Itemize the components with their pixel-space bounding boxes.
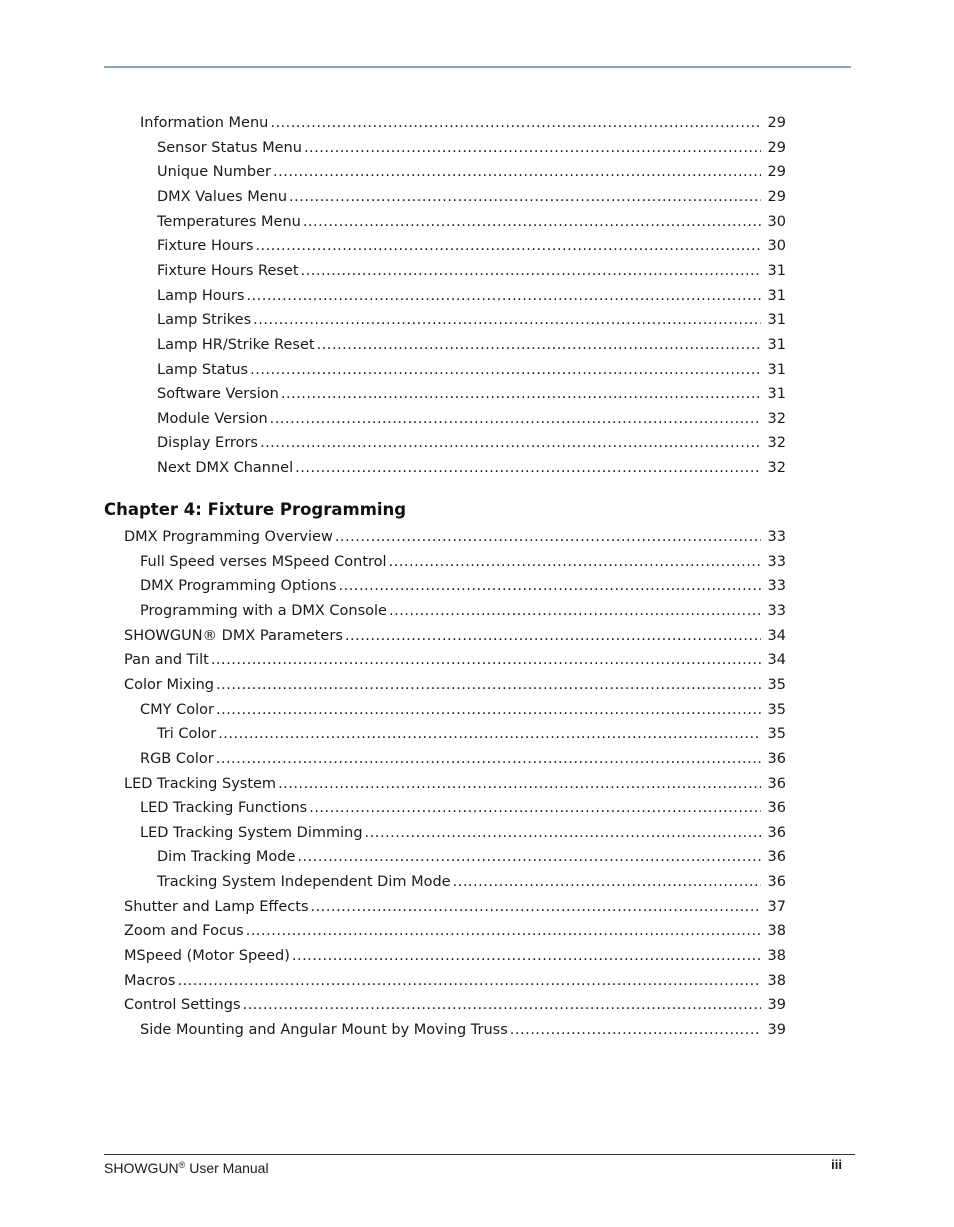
toc-entry-title: Dim Tracking Mode: [157, 849, 296, 866]
toc-entry-page: 31: [767, 262, 786, 279]
toc-entry[interactable]: [157, 212, 786, 232]
toc-entry-title: Tri Color: [157, 726, 217, 743]
toc-dot-leader: [389, 601, 761, 621]
toc-entry-title: LED Tracking System: [124, 775, 277, 792]
toc-entry-title: SHOWGUN® DMX Parameters: [124, 627, 343, 644]
toc-dot-leader: [304, 138, 761, 158]
registered-mark: ®: [178, 1160, 186, 1170]
toc-entry-title: Programming with a DMX Console: [140, 602, 387, 619]
toc-entry-page: 35: [767, 676, 786, 693]
toc-entry-title: Side Mounting and Angular Mount by Moving Truss: [140, 1022, 508, 1038]
toc-entry[interactable]: [157, 286, 786, 306]
toc-entry-page: 32: [767, 460, 786, 477]
toc-entry-title: DMX Programming Options: [140, 578, 337, 595]
toc-entry-title: Lamp Status: [157, 361, 249, 378]
toc-entry-page: 31: [767, 312, 786, 329]
toc-dot-leader: [278, 774, 761, 794]
toc-dot-leader: [303, 212, 761, 232]
toc-entry-title: Information Menu: [140, 115, 269, 131]
toc-entry[interactable]: [124, 774, 786, 794]
toc-entry-page: 30: [767, 213, 786, 230]
toc-dot-leader: [339, 576, 761, 596]
toc-entry-title: DMX Programming Overview: [124, 529, 333, 545]
toc-entry-page: 36: [767, 824, 786, 841]
toc-entry-page: 35: [767, 701, 786, 718]
toc-dot-leader: [216, 749, 761, 769]
toc-entry-title: Macros: [124, 972, 176, 989]
toc-entry[interactable]: [157, 433, 786, 453]
chapter-heading: Chapter 4: Fixture Programming: [104, 500, 407, 519]
toc-entry-title: Temperatures Menu: [157, 213, 301, 230]
toc-dot-leader: [453, 872, 761, 892]
header-rule: [104, 66, 851, 68]
toc-entry[interactable]: [157, 310, 786, 330]
toc-entry-title: Fixture Hours Reset: [157, 262, 299, 279]
toc-dot-leader: [297, 847, 761, 867]
footer-manual-suffix: User Manual: [185, 1160, 269, 1176]
toc-entry-title: Color Mixing: [124, 676, 215, 693]
toc-entry-page: 36: [767, 800, 786, 817]
toc-entry-page: 39: [767, 997, 786, 1014]
toc-dot-leader: [510, 1020, 761, 1040]
toc-entry-page: 31: [767, 361, 786, 378]
toc-entry-page: 36: [767, 775, 786, 792]
footer-product-name: SHOWGUN: [104, 1160, 179, 1176]
toc-dot-leader: [211, 650, 761, 670]
toc-entry-page: 33: [767, 553, 786, 570]
toc-entry[interactable]: [157, 335, 786, 355]
toc-dot-leader: [177, 971, 761, 991]
toc-entry-page: 31: [767, 336, 786, 353]
toc-entry-page: 36: [767, 849, 786, 866]
toc-entry[interactable]: [157, 360, 786, 380]
toc-dot-leader: [216, 700, 761, 720]
toc-dot-leader: [311, 897, 761, 917]
toc-entry-page: 38: [767, 948, 786, 965]
toc-dot-leader: [292, 946, 761, 966]
toc-dot-leader: [243, 995, 762, 1015]
toc-entry-page: 38: [767, 923, 786, 940]
toc-entry[interactable]: [157, 261, 786, 281]
toc-entry[interactable]: [124, 527, 786, 547]
toc-entry-title: Software Version: [157, 386, 279, 403]
toc-dot-leader: [246, 286, 761, 306]
footer-manual-title: [104, 1156, 269, 1177]
toc-entry-page: 36: [767, 750, 786, 767]
toc-dot-leader: [365, 823, 761, 843]
toc-entry[interactable]: [140, 552, 786, 572]
toc-entry[interactable]: [124, 921, 786, 941]
toc-entry-page: 37: [767, 898, 786, 915]
toc-dot-leader: [301, 261, 761, 281]
toc-dot-leader: [253, 310, 761, 330]
toc-entry-page: 31: [767, 386, 786, 403]
toc-entry-page: 39: [767, 1022, 786, 1038]
toc-entry-title: Display Errors: [157, 435, 258, 452]
toc-entry-title: Lamp Strikes: [157, 312, 252, 329]
toc-entry-title: Full Speed verses MSpeed Control: [140, 553, 387, 570]
toc-entry[interactable]: [157, 724, 786, 744]
toc-entry[interactable]: [157, 384, 786, 404]
toc-entry-title: Zoom and Focus: [124, 923, 244, 940]
toc-entry[interactable]: [124, 995, 786, 1015]
toc-entry-page: 32: [767, 410, 786, 427]
toc-dot-leader: [289, 187, 761, 207]
toc-entry-page: 29: [767, 115, 786, 131]
toc-dot-leader: [260, 433, 761, 453]
toc-entry-title: DMX Values Menu: [157, 188, 288, 205]
toc-entry[interactable]: [140, 823, 786, 843]
toc-entry-title: Lamp HR/Strike Reset: [157, 336, 315, 353]
toc-entry-page: 33: [767, 578, 786, 595]
toc-entry[interactable]: [124, 626, 786, 646]
toc-entry-page: 34: [767, 652, 786, 669]
toc-entry-title: Tracking System Independent Dim Mode: [157, 874, 451, 891]
toc-dot-leader: [309, 798, 761, 818]
toc-entry-page: 38: [767, 972, 786, 989]
toc-entry[interactable]: [140, 1020, 786, 1040]
toc-entry[interactable]: [140, 113, 786, 133]
toc-dot-leader: [270, 409, 761, 429]
toc-entry-page: 36: [767, 874, 786, 891]
toc-entry[interactable]: [124, 946, 786, 966]
toc-entry-title: Shutter and Lamp Effects: [124, 898, 309, 915]
toc-entry[interactable]: [140, 749, 786, 769]
toc-entry-page: 35: [767, 726, 786, 743]
toc-entry-title: LED Tracking System Dimming: [140, 824, 363, 841]
toc-entry-title: Sensor Status Menu: [157, 139, 302, 156]
toc-dot-leader: [389, 552, 761, 572]
toc-entry-title: Module Version: [157, 410, 268, 427]
toc-entry[interactable]: [124, 971, 786, 991]
toc-dot-leader: [295, 458, 761, 478]
toc-entry-page: 29: [767, 139, 786, 156]
toc-entry[interactable]: [157, 847, 786, 867]
toc-entry-title: Control Settings: [124, 997, 241, 1014]
toc-entry[interactable]: [157, 187, 786, 207]
toc-entry[interactable]: [157, 458, 786, 478]
toc-entry[interactable]: [140, 700, 786, 720]
toc-entry-title: Pan and Tilt: [124, 652, 209, 669]
toc-entry[interactable]: [124, 650, 786, 670]
toc-dot-leader: [246, 921, 761, 941]
toc-entry[interactable]: [140, 798, 786, 818]
toc-dot-leader: [335, 527, 761, 547]
toc-entry-page: 33: [767, 602, 786, 619]
toc-dot-leader: [216, 675, 761, 695]
toc-dot-leader: [218, 724, 761, 744]
toc-entry-title: Next DMX Channel: [157, 460, 294, 477]
toc-entry[interactable]: [124, 675, 786, 695]
toc-entry-page: 31: [767, 287, 786, 304]
toc-entry[interactable]: [157, 236, 786, 256]
toc-dot-leader: [281, 384, 761, 404]
toc-entry[interactable]: [157, 162, 786, 182]
toc-entry-page: 32: [767, 435, 786, 452]
toc-entry-page: 29: [767, 164, 786, 181]
toc-entry-page: 34: [767, 627, 786, 644]
toc-entry[interactable]: [157, 409, 786, 429]
toc-entry-title: RGB Color: [140, 750, 214, 767]
toc-entry-title: MSpeed (Motor Speed): [124, 948, 290, 965]
toc-entry-title: LED Tracking Functions: [140, 800, 308, 817]
toc-entry[interactable]: [140, 576, 786, 596]
toc-entry-page: 30: [767, 238, 786, 255]
toc-entry[interactable]: [157, 138, 786, 158]
footer-page-number: iii: [831, 1157, 842, 1172]
toc-dot-leader: [273, 162, 761, 182]
footer-rule: [104, 1154, 855, 1155]
toc-entry[interactable]: [157, 872, 786, 892]
toc-entry[interactable]: [124, 897, 786, 917]
toc-dot-leader: [250, 360, 761, 380]
toc-entry-page: 29: [767, 188, 786, 205]
toc-entry-title: CMY Color: [140, 701, 214, 718]
toc-dot-leader: [345, 626, 761, 646]
toc-entry-page: 33: [767, 529, 786, 545]
toc-entry-title: Unique Number: [157, 164, 272, 181]
toc-entry[interactable]: [140, 601, 786, 621]
toc-entry-title: Lamp Hours: [157, 287, 245, 304]
toc-dot-leader: [255, 236, 761, 256]
toc-entry-title: Fixture Hours: [157, 238, 254, 255]
toc-dot-leader: [270, 113, 761, 133]
toc-dot-leader: [317, 335, 761, 355]
